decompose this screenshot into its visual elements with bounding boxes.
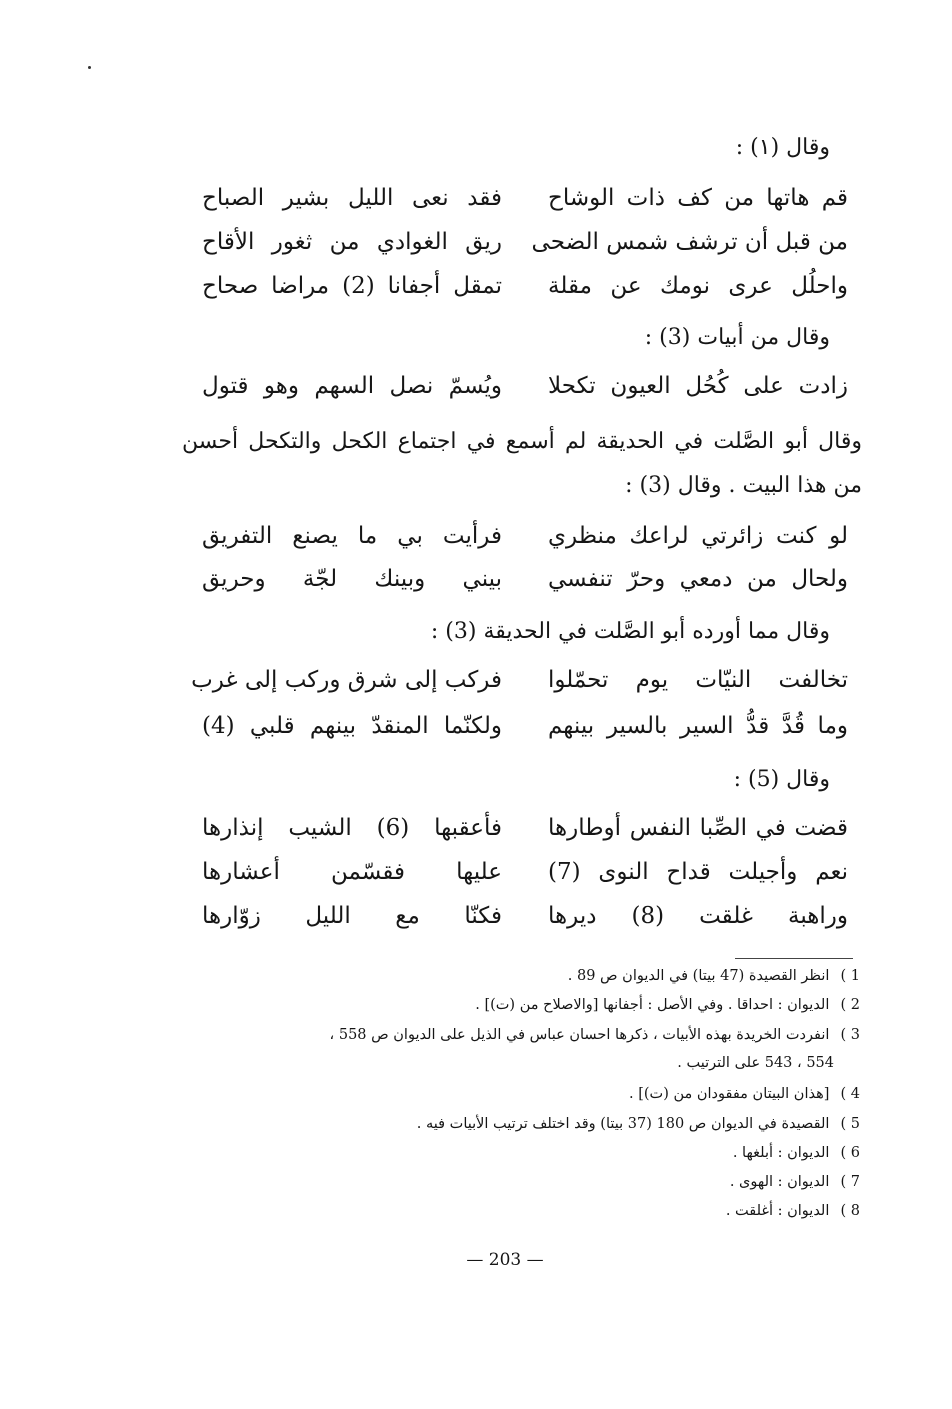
verse-line (0, 222, 952, 262)
footnote-separator (735, 958, 853, 959)
footnote-text: الديوان : الهوى . (729, 1174, 830, 1190)
verse-line (0, 516, 952, 556)
first-hemistich: لو كنت زائرتي لراعك منظري (548, 523, 848, 549)
poem-intro: وقال (5) : (733, 767, 830, 792)
footnote-number: 3 ) (840, 1027, 860, 1043)
commentary-paragraph: وقال أبو الصَّلت في الحديقة لم أسمع في اجتماع الكحل والتكحل أحسن من هذا البيت . وقال (3) : (182, 429, 862, 498)
second-hemistich: فقد نعى الليل بشير الصباح (202, 185, 502, 211)
verse-line (0, 366, 952, 406)
first-hemistich: وراهبة غلقت (8) ديرها (548, 903, 848, 929)
second-hemistich: فركب إلى شرق وركب إلى غرب (191, 667, 502, 693)
footnote-text: القصيدة في الديوان ص 180 (37 بيتا) وقد اختلف ترتيب الأبيات فيه . (416, 1116, 830, 1132)
verse-line (0, 660, 952, 700)
footnote-number: 5 ) (840, 1116, 860, 1132)
second-hemistich: عليها فقسّمن أعشارها (202, 859, 502, 885)
first-hemistich: ولحال من دمعي وحرّ تنفسي (548, 566, 848, 592)
verse-line (0, 559, 952, 599)
footnote-number: 2 ) (840, 997, 860, 1013)
footnote (140, 1169, 860, 1196)
footnote (140, 1140, 860, 1167)
page-number: — 203 — (466, 1250, 544, 1270)
footnote (140, 1111, 860, 1138)
first-hemistich: من قبل أن ترشف شمس الضحى (531, 229, 848, 255)
footnote-text: [هذان البيتان مفقودان من (ت)] . (629, 1086, 830, 1102)
footnote-text: انظر القصيدة (47 بيتا) في الديوان ص 89 . (567, 968, 830, 984)
second-hemistich: تمقل أجفانا (2) مراضا صحاح (202, 273, 502, 299)
first-hemistich: واحلُل عرى نومك عن مقلة (548, 273, 848, 299)
second-hemistich: بيني وبينك لجّة وحريق (202, 566, 502, 592)
footnote (140, 963, 860, 990)
verse-line (0, 706, 952, 746)
second-hemistich: فرأيت بي ما يصنع التفريق (202, 523, 502, 549)
poem-intro: وقال مما أورده أبو الصَّلت في الحديقة (3) : (430, 619, 830, 644)
first-hemistich: نعم وأجيلت قداح النوى (7) (548, 859, 848, 885)
footnote-number: 1 ) (840, 968, 860, 984)
verse-line (0, 266, 952, 306)
footnote-text: الديوان : احداقا . وفي الأصل : أجفانها [والاصلاح من (ت)] . (475, 997, 830, 1013)
footnote-text: الديوان : أغلقت . (725, 1203, 830, 1219)
first-hemistich: زادت على كُحُل العيون تكحلا (548, 373, 848, 399)
second-hemistich: ريق الغوادي من ثغور الأقاح (202, 229, 502, 255)
verse-line (0, 808, 952, 848)
footnote (140, 1198, 860, 1225)
second-hemistich: فكنّا مع الليل زوّارها (202, 903, 502, 929)
footnote-number: 7 ) (840, 1174, 860, 1190)
footnote-number: 8 ) (840, 1203, 860, 1219)
second-hemistich: ويُسمّ نصل السهم وهو قتول (202, 373, 502, 399)
footnote-text: انفردت الخريدة بهذه الأبيات ، ذكرها احسان عباس في الذيل على الديوان ص 558 ، (329, 1027, 830, 1043)
verse-line (0, 178, 952, 218)
footnote-text: الديوان : أبلغها . (732, 1145, 830, 1161)
ink-speck (88, 66, 91, 69)
poem-intro: وقال (١) : (735, 135, 830, 160)
footnote (140, 992, 860, 1019)
footnote-number: 6 ) (840, 1145, 860, 1161)
footnote-continuation: 554 ، 543 على الترتيب . (677, 1055, 834, 1071)
verse-line (0, 852, 952, 892)
footnote (140, 1081, 860, 1108)
verse-line (0, 896, 952, 936)
first-hemistich: تخالفت النيّات يوم تحمّلوا (548, 667, 848, 693)
first-hemistich: قضت في الصِّبا النفس أوطارها (548, 815, 848, 841)
first-hemistich: وما قُدَّ قدُّ السير بالسير بينهم (548, 713, 848, 739)
poem-intro: وقال من أبيات (3) : (644, 325, 830, 350)
second-hemistich: ولكنّما المنقدّ بينهم قلبي (4) (202, 713, 502, 739)
first-hemistich: قم هاتها من كف ذات الوشاح (548, 185, 848, 211)
footnote (140, 1022, 860, 1049)
second-hemistich: فأعقبها (6) الشيب إنذارها (202, 815, 502, 841)
footnote-number: 4 ) (840, 1086, 860, 1102)
